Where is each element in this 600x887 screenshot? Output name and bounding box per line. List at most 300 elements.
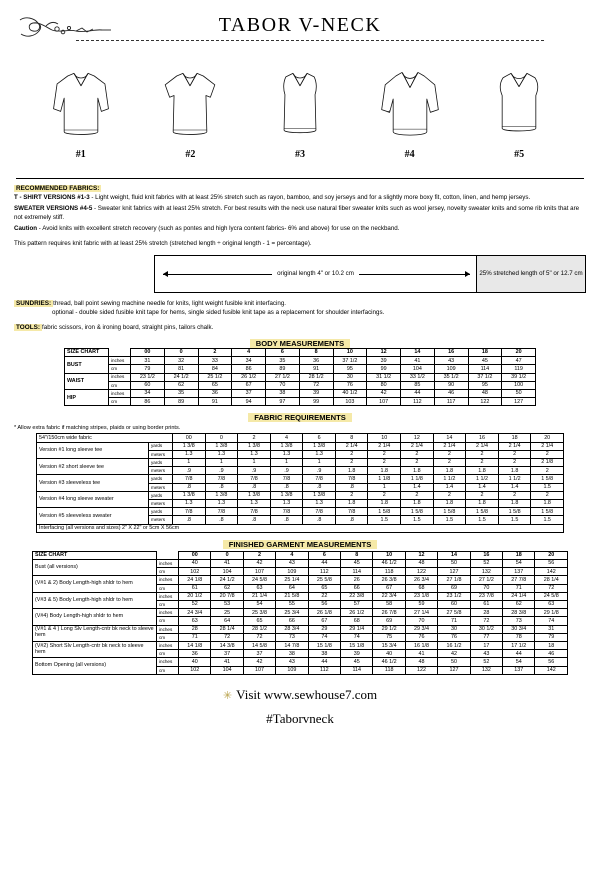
unit-inches: inches	[157, 642, 179, 650]
cell: 142	[535, 666, 568, 674]
table-row	[33, 551, 568, 559]
cell: 34	[232, 357, 266, 365]
pattern-instruction-page	[0, 10, 600, 887]
cell: 95	[468, 381, 502, 389]
cell: 78	[503, 633, 535, 641]
cell: 15 1/8	[341, 642, 373, 650]
cell: 14 1/8	[179, 642, 211, 650]
cell: 42	[438, 650, 470, 658]
cell: 91	[299, 365, 333, 373]
cell: 69	[438, 584, 470, 592]
cell: 44	[401, 389, 435, 397]
cell: 22 3/4	[373, 592, 405, 600]
size-header: 00	[179, 551, 211, 559]
cell: 36	[299, 357, 333, 365]
cell: 1 5/8	[498, 508, 531, 516]
cell: 1.5	[466, 516, 499, 524]
cell: 62	[164, 381, 198, 389]
cell: 22 3/8	[341, 592, 373, 600]
cell: 57	[341, 600, 373, 608]
cell: 1	[238, 458, 271, 466]
cell: 21 1/4	[243, 592, 275, 600]
size-header: 6	[308, 551, 340, 559]
cell: 50	[438, 658, 470, 666]
size-header: 18	[498, 434, 531, 442]
cell: 2	[433, 450, 466, 458]
cell: 23 1/2	[131, 373, 165, 381]
cell: .8	[270, 483, 303, 491]
cell: 24 5/8	[535, 592, 568, 600]
cell: 2	[498, 458, 531, 466]
cell: 1.5	[433, 516, 466, 524]
sleeveless-sweater-icon	[488, 67, 550, 147]
cell: 1	[173, 458, 206, 466]
cell: 22	[308, 592, 340, 600]
cell: 30	[333, 373, 367, 381]
table-row	[33, 576, 568, 584]
cell: 14 7/8	[276, 642, 308, 650]
cell: 72	[470, 617, 502, 625]
row-label-body-length-v1-v2: (V#1 & 2) Body Length-high shldr to hem	[33, 576, 157, 592]
sleeveless-tee-icon	[269, 67, 331, 147]
document-content	[14, 185, 586, 727]
table-row	[33, 592, 568, 600]
cell: 54	[503, 658, 535, 666]
caution-paragraph	[14, 225, 586, 234]
cell: 1.4	[401, 483, 434, 491]
cell: 142	[535, 568, 568, 576]
cell: 94	[232, 398, 266, 406]
cell: 137	[503, 666, 535, 674]
cell: 2 1/4	[368, 442, 401, 450]
cell: 112	[401, 398, 435, 406]
cell: 44	[308, 658, 340, 666]
row-label-long-sleeve-length: (V#1 & 4 ) Long Slv Length-cntr bk neck to sleeve hem	[33, 625, 157, 641]
cell: 52	[179, 600, 211, 608]
row-label-hip: HIP	[65, 389, 109, 405]
cell: 1.3	[270, 499, 303, 507]
cell: 43	[470, 650, 502, 658]
cell: 45	[341, 559, 373, 567]
cell: 2	[335, 491, 368, 499]
cell: .8	[173, 516, 206, 524]
body-measurements-table	[64, 348, 536, 406]
size-header: 6	[303, 434, 336, 442]
tshirt-versions-label: T - SHIRT VERSIONS #1-3	[14, 194, 90, 201]
cell: 7/8	[303, 475, 336, 483]
row-label-body-length-v3-v5: (V#3 & 5) Body Length-high shldr to hem	[33, 592, 157, 608]
cell: 1 5/8	[433, 508, 466, 516]
cell: 16 1/2	[438, 642, 470, 650]
cell: 1.5	[401, 516, 434, 524]
cell: 29 1/2	[373, 625, 405, 633]
cell: 1.8	[466, 467, 499, 475]
cell: 102	[179, 666, 211, 674]
cell: 63	[243, 584, 275, 592]
cell: 7/8	[238, 475, 271, 483]
cell: 18	[535, 642, 568, 650]
row-label-short-sleeve-length: (V#2) Short Slv Length-cntr bk neck to sleeve hem	[33, 642, 157, 658]
cell: 91	[198, 398, 232, 406]
sundries-line-1: thread, ball point sewing machine needle for knits, light weight fusible knit interfacing.	[53, 299, 287, 307]
cell: 7/8	[205, 475, 238, 483]
size-header: 18	[503, 551, 535, 559]
cell: 54	[503, 559, 535, 567]
cell: 1.3	[173, 499, 206, 507]
cell: 31 1/2	[367, 373, 401, 381]
cell: 76	[333, 381, 367, 389]
cell: 39	[367, 357, 401, 365]
cell: 2 1/4	[433, 442, 466, 450]
sundries-heading: SUNDRIES:	[16, 299, 52, 307]
cell: 7/8	[335, 508, 368, 516]
cell: 23 1/8	[405, 592, 437, 600]
cell: 1 3/8	[270, 491, 303, 499]
original-length-area	[155, 256, 476, 292]
cell: 132	[470, 666, 502, 674]
cell: 26 1/8	[308, 609, 340, 617]
figure-version-3	[258, 67, 342, 160]
cell: 67	[308, 617, 340, 625]
cell: 52	[470, 559, 502, 567]
cell: 26 3/8	[373, 576, 405, 584]
cell: .9	[173, 467, 206, 475]
long-sleeve-sweater-icon	[379, 67, 441, 147]
page-header	[16, 10, 584, 48]
cell: 28 1/2	[243, 625, 275, 633]
website-link[interactable]: Visit www.sewhouse7.com	[236, 686, 378, 702]
cell: 46	[535, 650, 568, 658]
table-row	[65, 381, 536, 389]
cell: 2	[498, 450, 531, 458]
cell: 45	[468, 357, 502, 365]
size-header: 14	[401, 348, 435, 356]
spacer-cell	[157, 551, 179, 559]
cell: 107	[367, 398, 401, 406]
cell: 29 1/4	[341, 625, 373, 633]
row-label-bottom-opening: Bottom Opening (all versions)	[33, 658, 157, 674]
cell: .8	[303, 483, 336, 491]
unit-cm: cm	[157, 633, 179, 641]
recommended-fabrics-section	[14, 185, 586, 293]
cell: 2	[401, 491, 434, 499]
size-header: 16	[470, 551, 502, 559]
cell: 35	[266, 357, 300, 365]
fabric-width-note: 54"/150cm wide fabric	[37, 434, 173, 442]
cell: 16 1/8	[405, 642, 437, 650]
body-measurements-table-wrap	[14, 348, 586, 406]
cell: 99	[299, 398, 333, 406]
cell: 68	[341, 617, 373, 625]
cell: 63	[535, 600, 568, 608]
star-icon: ✳	[222, 689, 233, 702]
cell: 112	[308, 568, 340, 576]
sundries-line-2: optional - double sided fusible knit tape for hems, single sided fusible knit tape as a replacement for shoulder interfacings.	[52, 308, 385, 316]
cell: 29 3/4	[405, 625, 437, 633]
cell: 65	[308, 584, 340, 592]
figure-version-2	[148, 67, 232, 160]
unit-inches: inches	[157, 592, 179, 600]
cell: 48	[405, 658, 437, 666]
size-header: 4	[276, 551, 308, 559]
cell: 1 1/2	[498, 475, 531, 483]
cell: 2	[531, 491, 564, 499]
cell: 30 1/2	[470, 625, 502, 633]
cell: 27 5/8	[438, 609, 470, 617]
cell: 41	[405, 650, 437, 658]
cell: 132	[470, 568, 502, 576]
cell: 20 7/8	[211, 592, 243, 600]
fabric-requirements-table-wrap	[14, 433, 586, 532]
cell: 24 5/8	[243, 576, 275, 584]
table-row	[65, 348, 536, 356]
cell: 1 3/8	[205, 491, 238, 499]
fabric-requirements-title-wrap	[14, 413, 586, 422]
table-row	[33, 658, 568, 666]
cell: 30 3/4	[503, 625, 535, 633]
figure-version-5	[477, 67, 561, 160]
unit-meters: meters	[149, 499, 173, 507]
cell: 40	[373, 650, 405, 658]
cell: 43	[276, 658, 308, 666]
cell: 1	[270, 458, 303, 466]
cell: .8	[270, 516, 303, 524]
cell: 1.5	[531, 516, 564, 524]
cell: 7/8	[270, 508, 303, 516]
cell: 27 1/4	[405, 609, 437, 617]
cell: 46 1/2	[373, 658, 405, 666]
cell: 2 1/4	[401, 442, 434, 450]
cell: 1.4	[466, 483, 499, 491]
cell: 86	[232, 365, 266, 373]
cell: 60	[131, 381, 165, 389]
unit-cm: cm	[157, 568, 179, 576]
body-measurements-title: BODY MEASUREMENTS	[250, 339, 350, 348]
size-header: 18	[468, 348, 502, 356]
cell: 1	[303, 458, 336, 466]
cell: 1.8	[368, 467, 401, 475]
unit-meters: meters	[149, 450, 173, 458]
table-row	[37, 524, 564, 532]
hashtag: #Taborvneck	[266, 710, 334, 726]
cell: 1.3	[238, 499, 271, 507]
cell: 1.3	[205, 450, 238, 458]
unit-inches: inches	[157, 609, 179, 617]
cell: 103	[333, 398, 367, 406]
cell: 70	[405, 617, 437, 625]
cell: 38	[308, 650, 340, 658]
cell: 44	[308, 559, 340, 567]
finished-garment-table-wrap	[14, 551, 586, 675]
cell: 1	[205, 458, 238, 466]
sweater-fabric-paragraph	[14, 205, 586, 223]
cell: 72	[299, 381, 333, 389]
long-sleeve-tee-icon	[50, 67, 112, 147]
cell: 31	[535, 625, 568, 633]
spacer-cell	[109, 348, 131, 356]
cell: 40	[179, 658, 211, 666]
cell: 1.3	[238, 450, 271, 458]
row-label-version-2: Version #2 short sleeve tee	[37, 458, 149, 474]
cell: 2	[498, 491, 531, 499]
cell: 28	[470, 609, 502, 617]
cell: 28 1/4	[535, 576, 568, 584]
unit-inches: inches	[157, 625, 179, 633]
cell: 15 1/8	[308, 642, 340, 650]
size-chart-label: SIZE CHART	[65, 348, 109, 356]
cell: 21 5/8	[276, 592, 308, 600]
fabric-requirements-table	[36, 433, 564, 532]
cell: 42	[367, 389, 401, 397]
cell: 30	[438, 625, 470, 633]
size-header: 0	[205, 434, 238, 442]
cell: 25 1/4	[276, 576, 308, 584]
unit-cm: cm	[157, 650, 179, 658]
cell: 104	[211, 568, 243, 576]
cell: 28	[179, 625, 211, 633]
cell: 79	[131, 365, 165, 373]
cell: 50	[502, 389, 536, 397]
cell: 117	[434, 398, 468, 406]
cell: 37 1/2	[333, 357, 367, 365]
cell: 27 1/2	[470, 576, 502, 584]
cell: 2 1/4	[531, 442, 564, 450]
size-header: 00	[131, 348, 165, 356]
unit-inches: inches	[109, 357, 131, 365]
cell: 41	[211, 658, 243, 666]
cell: 97	[266, 398, 300, 406]
tools-heading: TOOLS:	[16, 323, 41, 331]
cell: 23 1/2	[438, 592, 470, 600]
unit-yards: yards	[149, 491, 173, 499]
size-header: 2	[243, 551, 275, 559]
figure-label: #4	[404, 149, 415, 160]
table-row	[33, 642, 568, 650]
cell: 40 1/2	[333, 389, 367, 397]
cell: 1.8	[466, 499, 499, 507]
tshirt-fabric-paragraph	[14, 194, 586, 203]
cell: 1.5	[498, 516, 531, 524]
cell: 95	[333, 365, 367, 373]
table-row	[65, 357, 536, 365]
table-row	[37, 491, 564, 499]
cell: 36	[179, 650, 211, 658]
cell: .8	[173, 483, 206, 491]
unit-cm: cm	[109, 398, 131, 406]
cell: 28 3/8	[503, 609, 535, 617]
cell: 1 5/8	[368, 508, 401, 516]
cell: 2	[368, 491, 401, 499]
cell: 1.4	[433, 483, 466, 491]
cell: 35	[164, 389, 198, 397]
size-header: 6	[266, 348, 300, 356]
cell: 2	[433, 491, 466, 499]
cell: 1 3/8	[303, 491, 336, 499]
cell: 24 1/8	[179, 576, 211, 584]
finished-garment-table	[32, 551, 568, 675]
cell: 7/8	[270, 475, 303, 483]
size-header: 8	[341, 551, 373, 559]
cell: 25 5/8	[308, 576, 340, 584]
cell: 1 1/8	[401, 475, 434, 483]
size-header: 20	[531, 434, 564, 442]
cell: 39 1/2	[502, 373, 536, 381]
size-header: 16	[466, 434, 499, 442]
cell: 107	[243, 666, 275, 674]
cell: 46	[434, 389, 468, 397]
cell: 14 5/8	[243, 642, 275, 650]
cell: 127	[502, 398, 536, 406]
unit-yards: yards	[149, 508, 173, 516]
cell: 53	[211, 600, 243, 608]
cell: 25 3/4	[276, 609, 308, 617]
cell: 2	[531, 467, 564, 475]
cell: 109	[276, 666, 308, 674]
cell: 26 1/2	[232, 373, 266, 381]
table-row	[37, 475, 564, 483]
cell: 37 1/2	[468, 373, 502, 381]
cell: 109	[276, 568, 308, 576]
table-row	[65, 398, 536, 406]
cell: 127	[438, 568, 470, 576]
cell: 66	[341, 584, 373, 592]
size-header: 16	[434, 348, 468, 356]
figure-label: #5	[514, 149, 525, 160]
cell: 119	[502, 365, 536, 373]
cell: 38	[276, 650, 308, 658]
cell: 2 1/4	[466, 442, 499, 450]
cell: 1	[368, 483, 401, 491]
size-header: 4	[270, 434, 303, 442]
size-header: 8	[299, 348, 333, 356]
page-footer	[14, 687, 586, 727]
cell: 1.3	[303, 450, 336, 458]
cell: 1.8	[433, 499, 466, 507]
cell: .9	[205, 467, 238, 475]
cell: 55	[276, 600, 308, 608]
cell: .8	[335, 516, 368, 524]
cell: 118	[373, 568, 405, 576]
cell: 23 7/8	[470, 592, 502, 600]
unit-yards: yards	[149, 458, 173, 466]
cell: .8	[205, 483, 238, 491]
sundries-section	[14, 300, 586, 318]
cell: 64	[211, 617, 243, 625]
cell: 1 3/8	[238, 442, 271, 450]
row-label-bust: Bust (all versions)	[33, 559, 157, 575]
caution-text: - Avoid knits with excellent stretch recovery (such as pontes and high lycra content fabrics- 6% and above) for use on the neckband.	[37, 224, 400, 232]
recommended-fabrics-heading: RECOMMENDED FABRICS:	[16, 185, 100, 192]
size-header: 12	[401, 434, 434, 442]
page-title: TABOR V-NECK	[218, 14, 382, 36]
cell: 27 1/2	[266, 373, 300, 381]
table-row	[37, 434, 564, 442]
cell: .8	[303, 516, 336, 524]
unit-inches: inches	[157, 658, 179, 666]
cell: 72	[243, 633, 275, 641]
table-row	[37, 442, 564, 450]
interfacing-note: Interfacing (all versions and sizes) 2" X 22" or 5cm X 56cm	[37, 524, 564, 532]
cell: 24 1/2	[211, 576, 243, 584]
cell: 1 3/8	[173, 491, 206, 499]
illustration-panel	[16, 50, 584, 179]
cell: 15 3/4	[373, 642, 405, 650]
short-sleeve-tee-icon	[159, 67, 221, 147]
row-label-body-length-v4: (V#4) Body Length-high shldr to hem	[33, 609, 157, 625]
cell: 122	[468, 398, 502, 406]
cell: 74	[341, 633, 373, 641]
cell: 17 1/2	[503, 642, 535, 650]
